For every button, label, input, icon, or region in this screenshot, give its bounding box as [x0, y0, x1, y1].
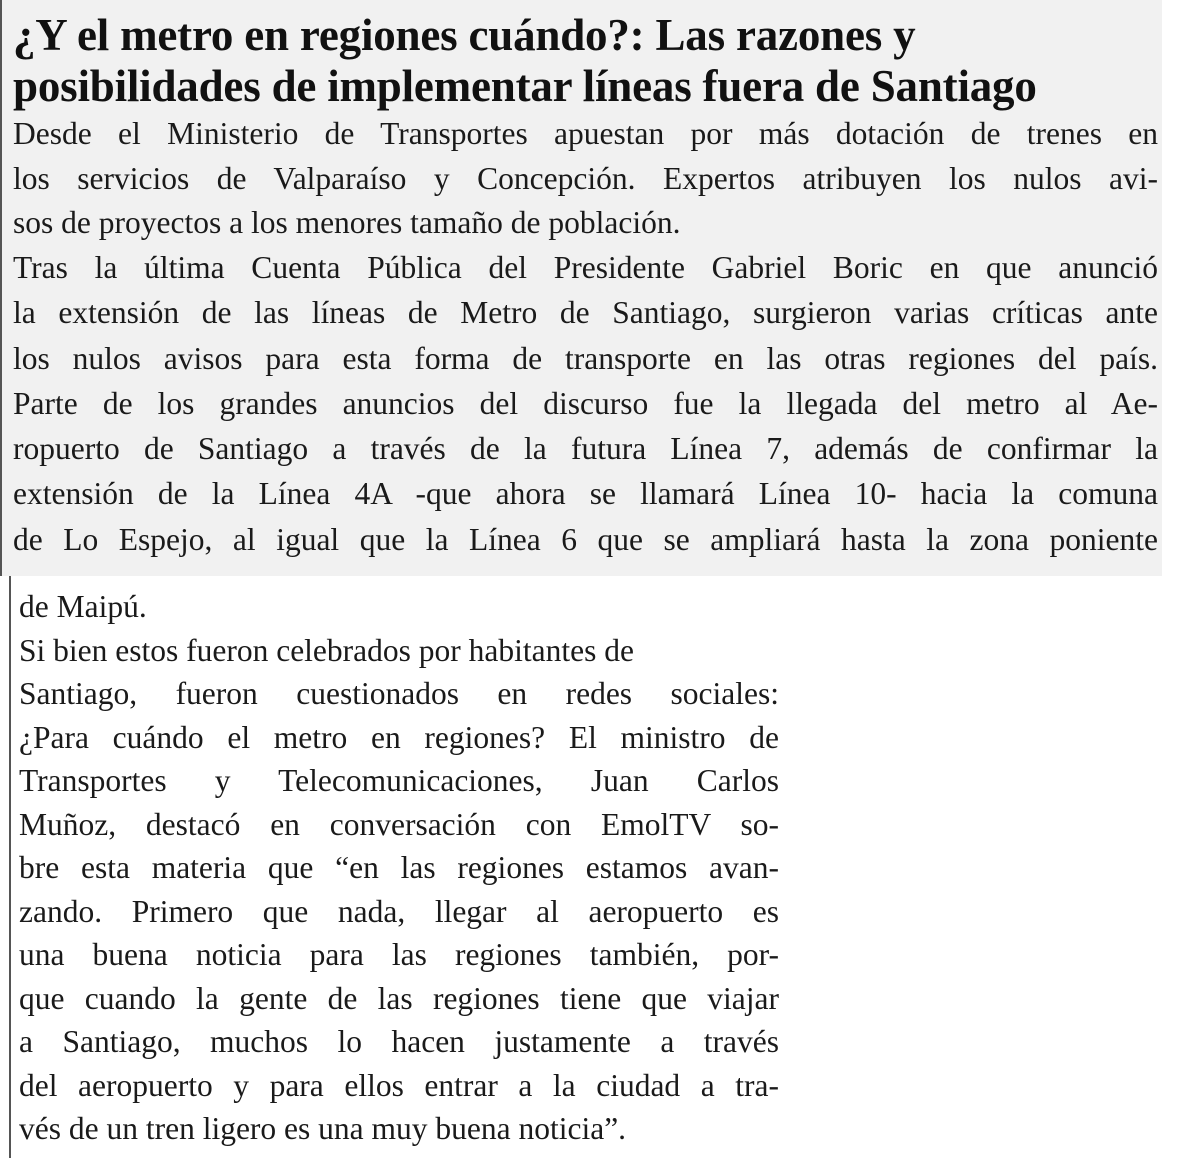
body-line: los nulos avisos para esta forma de transporte en las otras regiones del país.: [13, 340, 1158, 376]
lead-line-1: Desde el Ministerio de Transportes apuestan por más dotación de trenes en: [13, 116, 1158, 151]
column-line: zando. Primero que nada, llegar al aeropuerto es: [19, 893, 779, 929]
body-paragraph-top: [13, 245, 1158, 562]
column-line: vés de un tren ligero es una muy buena noticia”.: [19, 1111, 627, 1146]
body-line: la extensión de las líneas de Metro de Santiago, surgieron varias críticas ante: [13, 295, 1158, 331]
column-line: ¿Para cuándo el metro en regiones? El ministro de: [19, 719, 779, 755]
article-top-block: [0, 0, 1162, 576]
body-line: Tras la última Cuenta Pública del Presidente Gabriel Boric en que anunció: [13, 250, 1158, 285]
article-lead: [13, 112, 1158, 246]
column-line: de Maipú.: [19, 589, 147, 624]
body-line: ropuerto de Santiago a través de la futura Línea 7, además de confirmar la: [13, 431, 1158, 467]
column-line: del aeropuerto y para ellos entrar a la ciudad a tra-: [19, 1067, 779, 1103]
column-line: a Santiago, muchos lo hacen justamente a través: [19, 1024, 779, 1059]
column-rule: [9, 576, 11, 1158]
headline-line-1: ¿Y el metro en regiones cuándo?: Las razones y: [13, 10, 916, 60]
column-line: Si bien estos fueron celebrados por habitantes de: [19, 632, 634, 668]
column-line: Santiago, fueron cuestionados en redes sociales:: [19, 676, 779, 711]
headline-line-2: posibilidades de implementar líneas fuera de Santiago: [13, 61, 1037, 111]
body-line: Parte de los grandes anuncios del discurso fue la llegada del metro al Ae-: [13, 385, 1158, 421]
column-line: Transportes y Telecomunicaciones, Juan Carlos: [19, 763, 779, 798]
column-line: una buena noticia para las regiones también, por-: [19, 937, 779, 972]
lead-line-3: sos de proyectos a los menores tamaño de población.: [13, 205, 681, 240]
article-headline: [13, 10, 1158, 112]
column-line: Muñoz, destacó en conversación con EmolTV so-: [19, 806, 779, 842]
column-line: bre esta materia que “en las regiones estamos avan-: [19, 850, 779, 885]
body-line: de Lo Espejo, al igual que la Línea 6 que se ampliará hasta la zona poniente: [13, 521, 1158, 557]
body-line: extensión de la Línea 4A -que ahora se llamará Línea 10- hacia la comuna: [13, 476, 1158, 512]
body-column: [19, 585, 779, 1151]
lead-line-2: los servicios de Valparaíso y Concepción. Expertos atribuyen los nulos avi-: [13, 160, 1158, 196]
column-line: que cuando la gente de las regiones tiene que viajar: [19, 980, 779, 1016]
